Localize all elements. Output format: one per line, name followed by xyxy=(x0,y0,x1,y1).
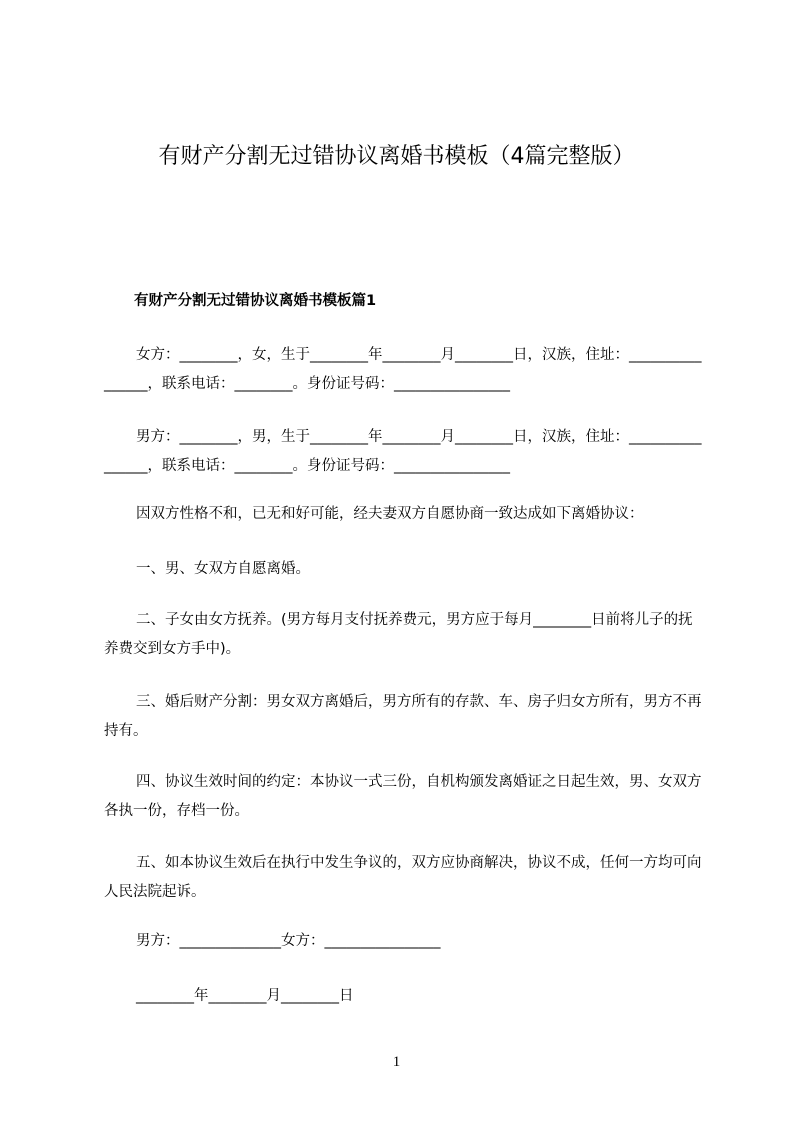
paragraph-clause-4: 四、协议生效时间的约定：本协议一式三份，自机构颁发离婚证之日起生效，男、女双方各执一份，存档一份。 xyxy=(104,774,702,819)
section-heading: 有财产分割无过错协议离婚书模板篇1 xyxy=(134,293,377,309)
page-number: 1 xyxy=(392,1054,401,1070)
paragraph-male-party: 男方：________，男，生于________年________月________日，汉族，住址：________________，联系电话：________。身份证号码：________________ xyxy=(104,429,702,474)
signature-line: 男方：______________女方：________________ xyxy=(136,933,441,949)
document-title: 有财产分割无过错协议离婚书模板（4篇完整版） xyxy=(158,144,635,169)
paragraph-clause-1: 一、男、女双方自愿离婚。 xyxy=(136,561,310,577)
date-line: ________年________月________日 xyxy=(136,988,354,1004)
paragraph-clause-3: 三、婚后财产分割：男女双方离婚后，男方所有的存款、车、房子归女方所有，男方不再持有。 xyxy=(104,694,702,739)
paragraph-female-party: 女方：________，女，生于________年________月________日，汉族，住址：________________，联系电话：________。身份证号码：________________ xyxy=(104,347,702,392)
paragraph-intro: 因双方性格不和，已无和好可能，经夫妻双方自愿协商一致达成如下离婚协议： xyxy=(136,506,644,522)
paragraph-clause-2: 二、子女由女方抚养。(男方每月支付抚养费元，男方应于每月________日前将儿子的抚养费交到女方手中)。 xyxy=(104,612,693,657)
paragraph-clause-5: 五、如本协议生效后在执行中发生争议的，双方应协商解决，协议不成，任何一方均可向人民法院起诉。 xyxy=(104,855,702,900)
